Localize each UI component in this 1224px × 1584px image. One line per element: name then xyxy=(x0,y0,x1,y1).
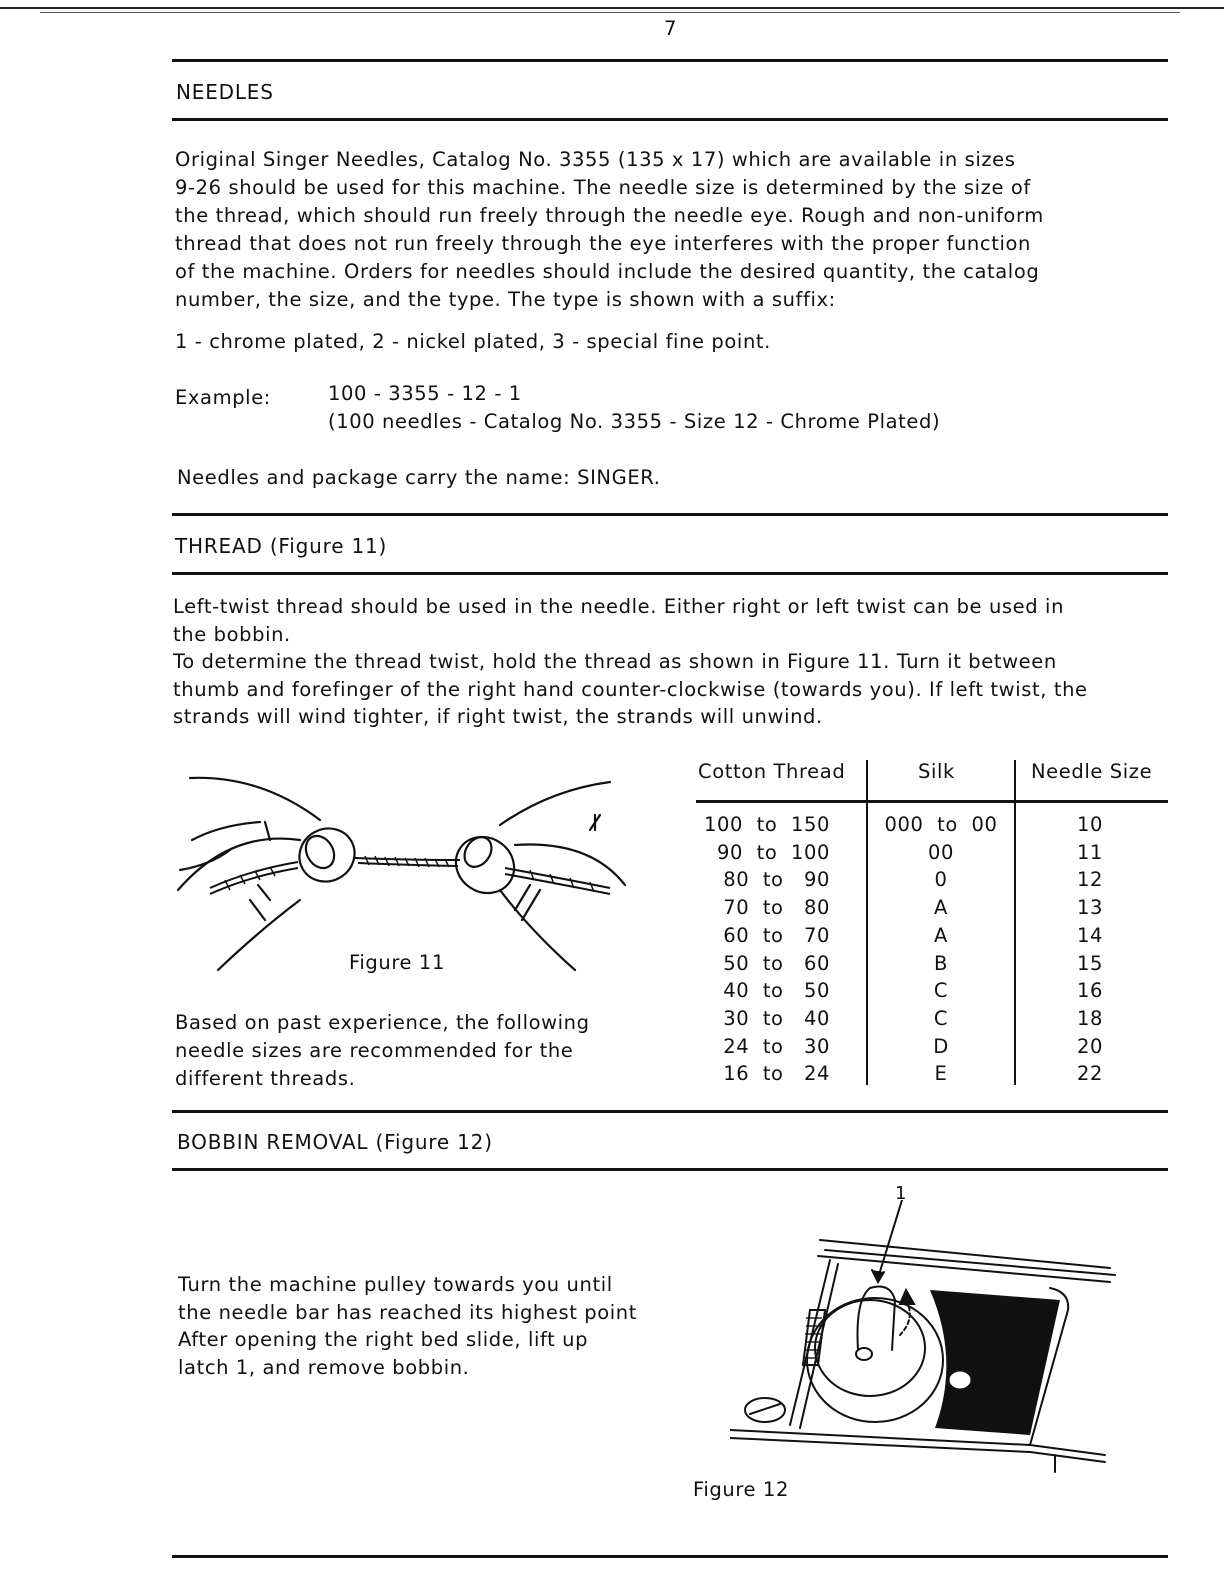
table-cell-cotton: 50 to 60 xyxy=(723,951,830,975)
table-cell-needle-size: 13 xyxy=(1076,896,1103,920)
needles-paragraph xyxy=(175,146,1044,314)
table-cell-cotton: 24 to 30 xyxy=(723,1034,830,1058)
recommendation-line: Based on past experience, the following xyxy=(175,1011,590,1034)
table-cell-silk: B xyxy=(934,951,948,975)
needles-heading: NEEDLES xyxy=(176,80,274,104)
example-label: Example: xyxy=(175,386,271,409)
rule-needles-bottom xyxy=(172,118,1168,121)
table-cell-silk: 0 xyxy=(934,868,948,892)
table-cell-silk: 000 to 00 xyxy=(884,813,998,836)
table-cell-cotton: 30 to 40 xyxy=(723,1006,830,1030)
needles-line: number, the size, and the type. The type is shown with a suffix: xyxy=(175,288,836,311)
table-header-needle-size: Needle Size xyxy=(1031,760,1153,783)
thread-line: Left-twist thread should be used in the needle. Either right or left twist can be used in xyxy=(173,595,1065,618)
table-header-silk: Silk xyxy=(918,760,955,783)
figure-12-callout-number: 1 xyxy=(895,1183,908,1204)
thread-line: the bobbin. xyxy=(173,622,291,646)
table-cell-silk: 00 xyxy=(927,840,954,864)
rule-page-bottom xyxy=(172,1555,1168,1558)
bobbin-paragraph xyxy=(178,1271,637,1381)
recommendation-line: needle sizes are recommended for the xyxy=(175,1039,574,1062)
table-cell-silk: C xyxy=(933,1006,949,1030)
needles-line: Original Singer Needles, Catalog No. 3355 (135 x 17) which are available in sizes xyxy=(175,148,1016,171)
figure-12-caption: Figure 12 xyxy=(693,1478,789,1501)
table-cell-silk: D xyxy=(933,1034,949,1058)
table-cell-needle-size: 14 xyxy=(1076,923,1103,947)
table-cell-cotton: 90 to 100 xyxy=(716,840,830,864)
example-explanation: (100 needles - Catalog No. 3355 - Size 12 - Chrome Plated) xyxy=(328,410,941,433)
figure-11-caption: Figure 11 xyxy=(349,951,445,974)
table-cell-needle-size: 18 xyxy=(1076,1006,1103,1030)
table-cell-needle-size: 12 xyxy=(1076,868,1103,892)
table-cell-needle-size: 20 xyxy=(1076,1034,1103,1058)
bobbin-heading: BOBBIN REMOVAL (Figure 12) xyxy=(177,1130,493,1154)
table-cell-cotton: 40 to 50 xyxy=(723,979,830,1003)
thread-line: thumb and forefinger of the right hand counter-clockwise (towards you). If left twist, the xyxy=(173,677,1088,701)
table-cell-cotton: 100 to 150 xyxy=(703,813,830,836)
suffix-line: 1 - chrome plated, 2 - nickel plated, 3 - special fine point. xyxy=(175,330,771,353)
top-border-line xyxy=(0,7,1224,9)
rule-thread-top xyxy=(172,513,1168,516)
top-border-line-thin xyxy=(40,12,1180,13)
table-header-cotton: Cotton Thread xyxy=(698,760,846,783)
thread-line: strands will wind tighter, if right twist, the strands will unwind. xyxy=(173,705,823,728)
table-cell-needle-size: 16 xyxy=(1076,979,1103,1003)
needles-line: of the machine. Orders for needles should include the desired quantity, the catalog xyxy=(175,260,1040,283)
table-cell-silk: A xyxy=(934,896,948,920)
bobbin-line: After opening the right bed slide, lift up xyxy=(178,1328,589,1351)
rule-bobbin-top xyxy=(172,1110,1168,1113)
table-cell-cotton: 80 to 90 xyxy=(723,868,830,892)
thread-line: To determine the thread twist, hold the thread as shown in Figure 11. Turn it between xyxy=(173,650,1057,673)
needles-line: thread that does not run freely through the eye interferes with the proper function xyxy=(175,232,1031,255)
table-cell-silk: C xyxy=(933,979,949,1003)
page-number: 7 xyxy=(664,17,678,40)
recommendation-paragraph xyxy=(175,1009,590,1093)
table-cell-cotton: 16 to 24 xyxy=(723,1062,830,1086)
table-cell-cotton: 70 to 80 xyxy=(723,896,830,920)
table-cell-silk: E xyxy=(934,1062,948,1086)
thread-paragraph xyxy=(173,593,1088,731)
example-code: 100 - 3355 - 12 - 1 xyxy=(328,382,522,405)
needles-line: 9-26 should be used for this machine. The needle size is determined by the size of xyxy=(175,176,1031,199)
bobbin-line: the needle bar has reached its highest point xyxy=(178,1300,638,1324)
table-cell-silk: A xyxy=(934,923,948,947)
table-cell-needle-size: 15 xyxy=(1076,951,1103,975)
thread-heading: THREAD (Figure 11) xyxy=(175,534,388,558)
rule-thread-bottom xyxy=(172,572,1168,575)
table-cell-cotton: 60 to 70 xyxy=(723,923,830,947)
rule-needles-top xyxy=(172,59,1168,62)
rule-bobbin-bottom xyxy=(172,1168,1168,1171)
table-cell-needle-size: 22 xyxy=(1076,1062,1103,1086)
figure-12-illustration xyxy=(730,1200,1120,1480)
table-cell-needle-size: 11 xyxy=(1076,840,1103,864)
recommendation-line: different threads. xyxy=(175,1067,356,1090)
table-header-rule xyxy=(696,800,1168,803)
needles-line: the thread, which should run freely through the needle eye. Rough and non-uniform xyxy=(175,204,1044,227)
bobbin-line: Turn the machine pulley towards you until xyxy=(178,1273,613,1296)
needles-name-line: Needles and package carry the name: SINGER. xyxy=(177,466,661,489)
bobbin-line: latch 1, and remove bobbin. xyxy=(178,1355,470,1379)
table-cell-needle-size: 10 xyxy=(1076,813,1103,836)
